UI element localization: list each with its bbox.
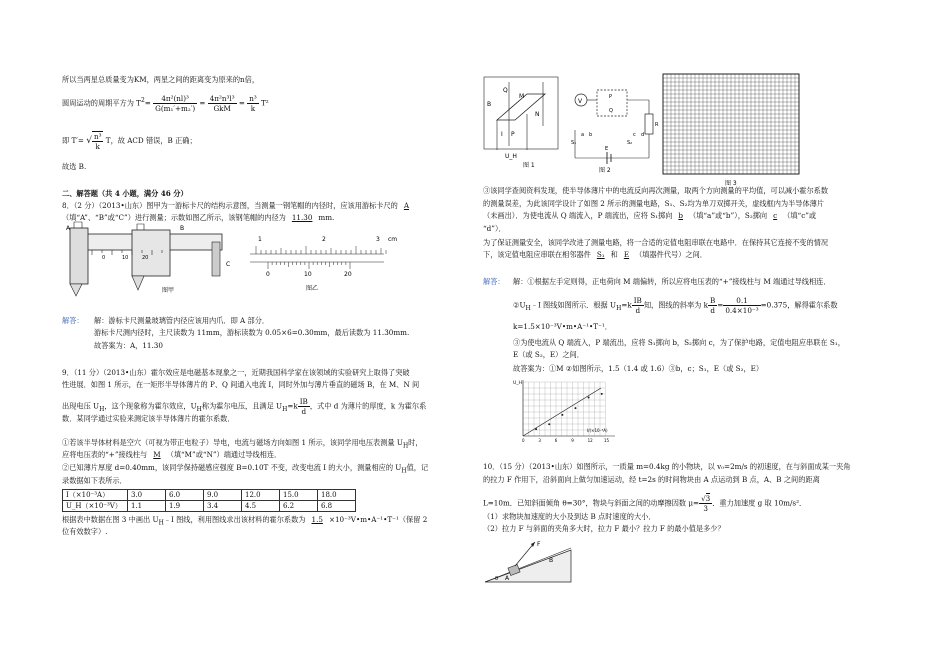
q8-answer-line1: 解：游标卡尺测量玻璃管内径应该用内爪．即 A 部分． [94,316,270,325]
vernier-reading-figure [244,232,398,296]
main-tick-3: 3 [376,236,380,243]
data-point [574,407,576,409]
table-cell: 4.5 [242,501,280,512]
q8-line2: （填“A”、“B”或“C”）进行测量；示数如图乙所示，该钢笔帽的内径为 11.30 mm. [62,213,335,222]
scale-unit: cm [388,236,398,243]
q9-answer-3: ③为使电流从 Q 端流入，P 端流出，应将 S₁掷向 b，S₂掷向 c，为了保护电路，定值电阻应串联在 S₁， [513,338,845,347]
q9-sub1-line2: 应将电压表的“+”接线柱与 M （填“M”或“N”）端通过导线相连． [62,450,282,459]
fig2-label-s1: S₁ [571,140,577,146]
table-cell: 1.9 [166,501,204,512]
incline-label-b: B [549,557,554,564]
q9-answer-2: $②U_H﹣I$ 图线如图所示．根据 $U_H=k$ $\frac{IB}{d}$ 知，图线的斜率为 k $\frac{B}{d}$ = $\frac{0.1}{\text{0.4×10⁻³}}$ =0.375，解得霍尔系数 [513,296,838,315]
q9-answer-label: 解答： [483,277,505,286]
main-tick-1: 1 [258,236,262,243]
period-label: 圆周运动的周期平方为 T [62,98,141,108]
fig1-label-p: P [511,131,515,138]
label-a: A [66,225,71,232]
fig2-label-d: d [641,132,645,138]
data-point [561,414,563,416]
fig2-label-a: a [581,132,585,138]
caliper-figure [62,226,237,298]
vernier-tick-0: 0 [266,271,270,278]
fig2-label-r: R [655,122,659,128]
q8-blank2: 11.30 [291,213,313,222]
fig1-label-m: M [519,93,525,100]
graph-xlabel: I/(×10⁻³A) [587,428,608,433]
fig1-label-q: Q [503,87,508,94]
label-b: B [180,225,185,232]
table-cell: 6.0 [166,490,204,501]
blank-s1: b [678,211,683,220]
fraction-2: $\frac{\text{4π²n³l³}}{\text{GkM}}$ [209,94,235,113]
q9-answer-1: 解：①根据左手定则得，正电荷向 M 端偏转，所以应将电压表的“+”接线柱与 M 端通过导线相连． [513,277,831,286]
blank-s2: c [773,211,778,220]
q9-line4: 数．某同学通过实验来测定该半导体薄片的霍尔系数． [62,414,235,423]
q9-sub3-line2: 位有效数字）. [62,527,108,536]
q9-sub3: 根据表中数据在图 3 中画出 $U_H﹣I$ 图线，利用图线求出该材料的霍尔系数为 1.5 ×10⁻³V•m•A⁻¹•T⁻¹（保留 2 [62,515,428,527]
main-tick-2: 2 [322,236,326,243]
graph-xtick: 15 [604,438,610,443]
prev-solution-line2: 圆周运动的周期平方为 $T^2=$ $\frac{\text{4π²(nl)³}}{\text{G(m₁′+m₂′)}}$ = $\frac{\text{4π²n³l³}}{\text{GkM}}$ = $\frac{\text{n³}}{k}$ T² [62,94,269,113]
blank-device1: S₁ [596,250,605,259]
vernier-tick-20: 20 [344,271,352,278]
fig2-label-s2: S₂ [627,140,633,146]
fraction-1: $\frac{\text{4π²(nl)³}}{\text{G(m₁′+m₂′)}}$ [155,94,196,113]
q10-line2: 的拉力 F 作用下，沿斜面向上做匀加速运动，经 t=2s 的时间物块由 A 点运动到 B 点，A、B 之间的距离 [483,475,820,484]
table-cell: 3.0 [128,490,166,501]
fig2-voltmeter: V [578,98,583,105]
table-cell: 6.8 [318,501,356,512]
vernier-tick-10: 10 [304,271,312,278]
fig2-label-e: E [605,146,609,152]
q9-line3: 出现电压 $U_H$，这个现象称为霍尔效应，$U_H$称为霍尔电压，且满足 $U_H=k$ $\frac{IB}{d}$ ，式中 d 为薄片的厚度，k 为霍尔系 [62,397,427,416]
vernier-ruler-ticks [268,262,350,269]
table-cell: 15.0 [280,490,318,501]
q9-sub3-right-line5: 为了保证测量安全，该同学改进了测量电路，将一合适的定值电阻串联在电路中．在保持其它连接不变的情况 [483,238,829,247]
q10-line1: 10．（15 分）（2013•山东）如图所示，一质量 m=0.4kg 的小物块，以 v₀=2m/s 的初速度，在与斜面成某一夹角 [483,462,851,471]
fig1-label-i: I [501,131,503,138]
table-cell: 1.1 [128,501,166,512]
q9-final-answer: 故答案为：①M ②如图所示，1.5（1.4 或 1.6）③b，c；S₁，E（或 S₂，E） [513,364,764,373]
graph-xtick: 0 [522,438,525,443]
table-row [63,501,356,512]
graph-ylabel: U_H [513,381,522,386]
q9-sub3-right-line1: ③该同学查阅资料发现，使半导体薄片中的电流反向再次测量，取两个方向测量的平均值，可以减小霍尔系数 [483,186,829,195]
fig-yi-caption: 图乙 [306,285,319,292]
t-squared: T² [261,98,269,108]
fig2-label-p: P [609,94,613,100]
q10-sub1: （1）求物块加速度的大小及到达 B 点时速度的大小． [483,512,656,521]
fig3-caption: 图 3 [725,180,737,187]
q10-line3: L=10m．已知斜面倾角 θ=30°，物块与斜面之间的动摩擦因数 μ= $\frac{√3}{3}$ ．重力加速度 g 取 10m/s²． [483,494,807,513]
q9-line1: 9．（11 分）（2013•山东）霍尔效应是电磁基本现象之一，近期我国科学家在该领域的实验研究上取得了突破 [62,368,410,377]
incline-figure [483,536,573,586]
fig1-label-n: N [535,111,540,118]
q9-sub2-line2: 录数据如下表所示． [62,476,127,485]
fraction-3: $\frac{\text{n³}}{k}$ [249,94,257,113]
q10-sub2: （2）拉力 F 与斜面的夹角多大时，拉力 F 最小？拉力 F 的最小值是多少？ [483,524,725,533]
prev-solution-line3: 即 T′= √ $\frac{\text{n³}}{k}$ T，故 ACD 错误，B 正确； [62,132,197,151]
table-cell: 3.4 [204,501,242,512]
table-head-current: I（×10⁻³A） [63,490,128,501]
main-ruler-ticks [256,246,386,254]
q9-blank-coef: 1.5 [311,515,323,524]
q9-sub3-right-line3: （未画出）．为使电流从 Q 端流入，P 端流出，应将 S₁掷向 b （填“a”或“b”），S₂掷向 c （填“c”或 [483,211,817,220]
prev-solution-line1: 所以当两星总质量变为KM，两星之间的距离变为原来的n倍， [62,75,260,84]
fig2-label-q: Q [609,108,613,114]
q9-sub3-right-line2: 的测量误差，为此该同学设计了如图 2 所示的测量电路，S₁、S₂均为单刀双掷开关，虚线框内为半导体薄片 [483,199,825,208]
fig2-circuit [569,86,659,172]
q9-line2: 性进展．如图 1 所示，在一矩形半导体薄片的 P、Q 间通入电流 I，同时外加与薄片垂直的磁场 B，在 M、N 间 [62,380,420,389]
data-point [588,397,590,399]
fig3-grid-paper [659,72,807,188]
blank-device2: E [623,250,630,259]
fig2-caption: 图 2 [599,167,611,174]
incline-label-f: F [537,541,541,548]
q8-answer-line3: 故答案为：A，11.30 [94,341,163,350]
table-cell: 18.0 [318,490,356,501]
q9-sub1: ①若该半导体材料是空穴（可视为带正电粒子）导电，电流与磁场方向如图 1 所示，该同学用电压表测量 $U_H$时， [62,438,423,450]
q9-answer-2-line2: k=1.5×10⁻³V•m•A⁻¹•T⁻¹． [513,322,612,331]
q9-sub3-right-line6: 下，该定值电阻应串联在相邻器件 S₁ 和 E （填器件代号）之间． [483,250,707,259]
q9-answer-3-line2: E（或 S₂，E）之间． [513,350,584,359]
graph-xtick: 6 [554,438,558,443]
table-cell: 12.0 [242,490,280,501]
data-point [548,423,550,425]
data-point [601,393,603,395]
q9-sub2: ②已知薄片厚度 d=0.40mm，该同学保持磁感应强度 B=0.10T 不变，改变电流 I 的大小，测量相应的 $U_H$值，记 [62,463,429,475]
data-point [535,428,537,430]
fig1-caption: 图 1 [523,162,535,169]
table-row [63,490,356,501]
graph-xtick: 3 [538,438,541,443]
table-head-voltage: U_H（×10⁻³V） [63,501,128,512]
q8-line1: 8．（2 分）（2013•山东）图甲为一游标卡尺的结构示意图，当测量一钢笔帽的内径时，应该用游标卡尺的 A [62,201,415,210]
fig-jia-caption: 图甲 [162,287,175,294]
q8-answer-label: 解答： [62,316,84,325]
table-cell: 9.0 [204,490,242,501]
answer-graph [511,376,621,444]
caliper-tick-20: 20 [142,255,149,261]
label-c: C [226,261,231,268]
incline-label-theta: θ [495,576,499,582]
hall-data-table [62,489,356,512]
q8-blank1: A [403,201,410,210]
fig2-label-b: b [589,132,593,138]
graph-xtick: 9 [571,438,574,443]
prev-solution-line4: 故选 B. [62,162,87,171]
caliper-tick-0: 0 [102,255,106,261]
fig1-label-b: B [487,101,492,108]
caliper-tick-10: 10 [122,255,129,261]
table-cell: 6.2 [280,501,318,512]
q8-answer-line2: 游标卡尺测内径时，主尺读数为 11mm，游标读数为 0.05×6=0.30mm，最后读数为 11.30mm. [94,328,410,337]
fig1-hall-plate [483,76,561,168]
fig1-label-uh: U_H [505,153,517,160]
section-title: 二、解答题（共 4 小题，满分 46 分） [62,189,188,198]
incline-label-a: A [505,575,510,582]
graph-xtick: 12 [587,438,593,443]
q9-blank-m: M [153,450,161,459]
fig2-label-c: c [633,132,636,138]
q9-sub3-right-line4: “d”）． [483,224,506,233]
